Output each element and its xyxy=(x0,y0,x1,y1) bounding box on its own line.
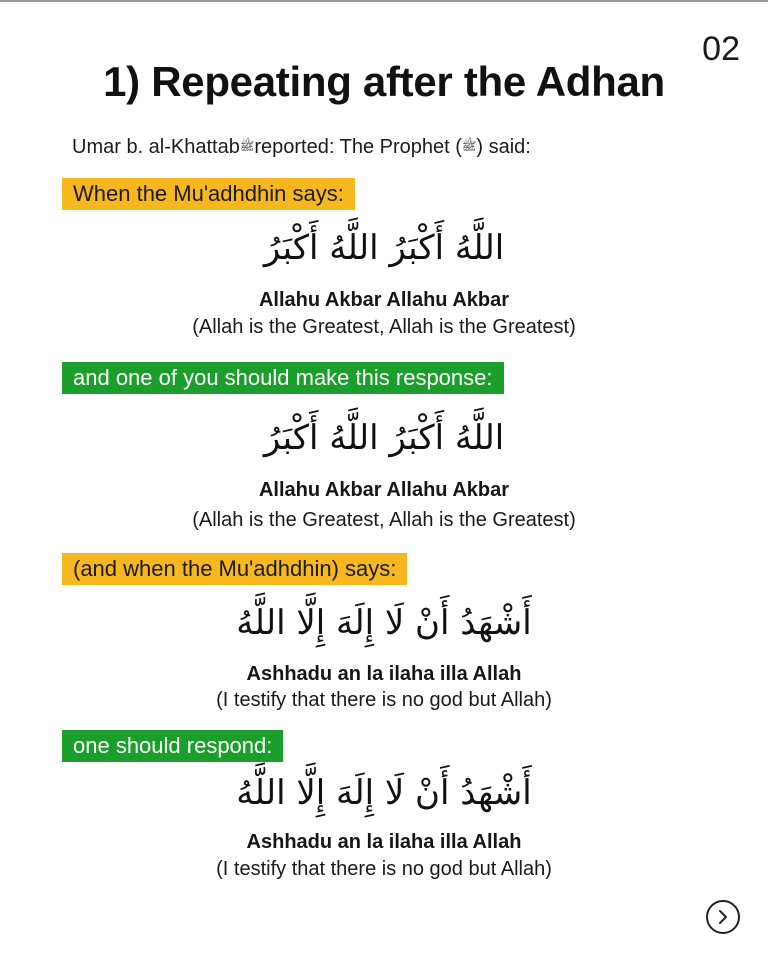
transliteration: Ashhadu an la ilaha illa Allah xyxy=(246,663,522,685)
transliteration: Ashhadu an la ilaha illa Allah xyxy=(246,831,522,853)
translation: (I testify that there is no god but Allah) xyxy=(216,858,552,880)
translation: (Allah is the Greatest, Allah is the Greatest) xyxy=(192,509,576,531)
translation: (I testify that there is no god but Allah) xyxy=(216,689,552,711)
arabic-text: أَشْهَدُ أَنْ لَا إِلَهَ إِلَّا اللَّهُ xyxy=(236,603,532,643)
intro-ending: ) said: xyxy=(476,136,531,158)
section-label-response: and one of you should make this response: xyxy=(62,362,504,394)
section-label-muadhdhin-says: When the Mu'adhdhin says: xyxy=(62,178,355,210)
transliteration: Allahu Akbar Allahu Akbar xyxy=(258,479,510,501)
next-page-button[interactable] xyxy=(706,900,740,934)
hadith-intro xyxy=(72,136,531,159)
translation: (Allah is the Greatest, Allah is the Greatest) xyxy=(192,316,576,338)
top-divider xyxy=(0,0,768,2)
transliteration: Allahu Akbar Allahu Akbar xyxy=(258,289,510,311)
section-label-one-should-respond: one should respond: xyxy=(62,730,283,762)
section-label-muadhdhin-says-shahada: (and when the Mu'adhdhin) says: xyxy=(62,553,407,585)
arabic-text: اللَّهُ أَكْبَرُ اللَّهُ أَكْبَرُ xyxy=(263,418,505,458)
chevron-right-icon xyxy=(716,909,730,925)
narrator-name: Umar b. al-Khattab xyxy=(72,136,240,158)
prophet-seal: ﷺ xyxy=(461,139,477,153)
honorific-mark: ﷺ xyxy=(239,139,255,153)
page-title: 1) Repeating after the Adhan xyxy=(103,58,665,105)
arabic-text: أَشْهَدُ أَنْ لَا إِلَهَ إِلَّا اللَّهُ xyxy=(236,773,532,813)
intro-text: reported: The Prophet ( xyxy=(254,136,462,158)
page-number: 02 xyxy=(702,30,740,68)
arabic-text: اللَّهُ أَكْبَرُ اللَّهُ أَكْبَرُ xyxy=(263,228,505,268)
